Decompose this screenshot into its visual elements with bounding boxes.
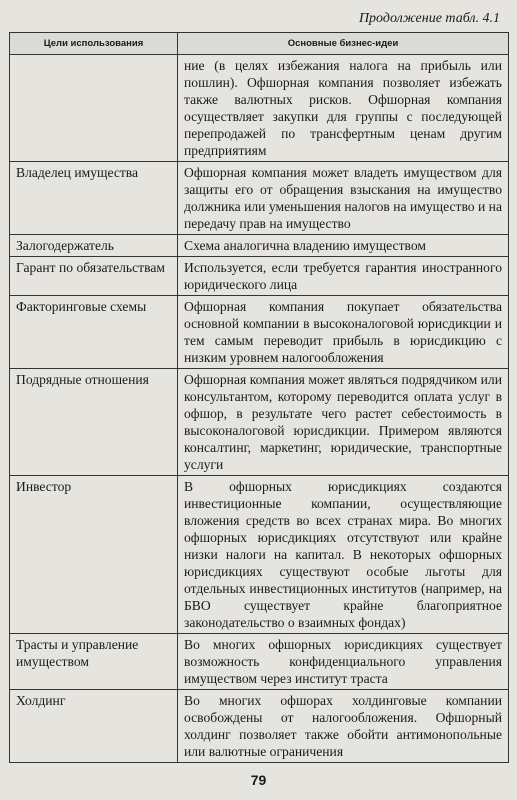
goal-cell: Владелец имущества [10,162,178,235]
idea-cell: Используется, если требуется гарантия иностранного юридического лица [178,257,509,296]
idea-cell: ние (в целях избежания налога на прибыль или пошлин). Офшорная компания позволяет избежать также валютных рисков. Офшорная компания осуществляет закупки для группы с последующей перепродажей по трансфертным ценам другим предприятиям [178,55,509,162]
table-row [10,257,509,296]
table-row [10,369,509,476]
column-header-ideas: Основные бизнес-идеи [178,33,509,55]
idea-cell: Офшорная компания может владеть имуществом для защиты его от обращения взыскания на имущество должника или уменьшения налогов на имущество и на передачу прав на имущество [178,162,509,235]
table-row [10,296,509,369]
table-row [10,476,509,634]
page-number: 79 [250,772,267,788]
table-row [10,55,509,162]
goal-cell: Факторинговые схемы [10,296,178,369]
idea-cell: Офшорная компания может являться подрядчиком или консультантом, которому переводится оплата услуг в офшор, в результате чего растет себестоимость в высоконалоговой юрисдикции. Примером являются консалтинг, маркетинг, юридические, транспортные услуги [178,369,509,476]
table-row [10,690,509,763]
idea-cell: Во многих офшорах холдинговые компании освобождены от налогообложения. Офшорный холдинг позволяет также обойти антимонопольные или валютные ограничения [178,690,509,763]
goal-cell: Холдинг [10,690,178,763]
goal-cell: Залогодержатель [10,235,178,257]
goal-cell: Трасты и управление имуществом [10,634,178,690]
table-row [10,235,509,257]
business-ideas-table [9,32,509,763]
table-row [10,634,509,690]
table-row [10,162,509,235]
idea-cell: Офшорная компания покупает обязательства основной компании в высоконалоговой юрисдикции и тем самым переводит прибыль в юрисдикцию с низким уровнем налогообложения [178,296,509,369]
idea-cell: Схема аналогична владению имуществом [178,235,509,257]
goal-cell: Инвестор [10,476,178,634]
goal-cell [10,55,178,162]
idea-cell: В офшорных юрисдикциях создаются инвестиционные компании, осуществляющие вложения средств во всех странах мира. Во многих офшорных юрисдикциях отсутствуют или крайне низки налоги на капитал. В некоторых офшорных юрисдикциях существуют особые льготы для отдельных инвестиционных институтов (например, на БВО существует крайне благоприятное законодательство о взаимных фондах) [178,476,509,634]
goal-cell: Гарант по обязательствам [10,257,178,296]
table-header-row [10,33,509,55]
table-continuation-label: Продолжение табл. 4.1 [358,11,500,26]
goal-cell: Подрядные отношения [10,369,178,476]
idea-cell: Во многих офшорных юрисдикциях существует возможность конфиденциального управления имуществом через институт траста [178,634,509,690]
column-header-goals: Цели использования [10,33,178,55]
